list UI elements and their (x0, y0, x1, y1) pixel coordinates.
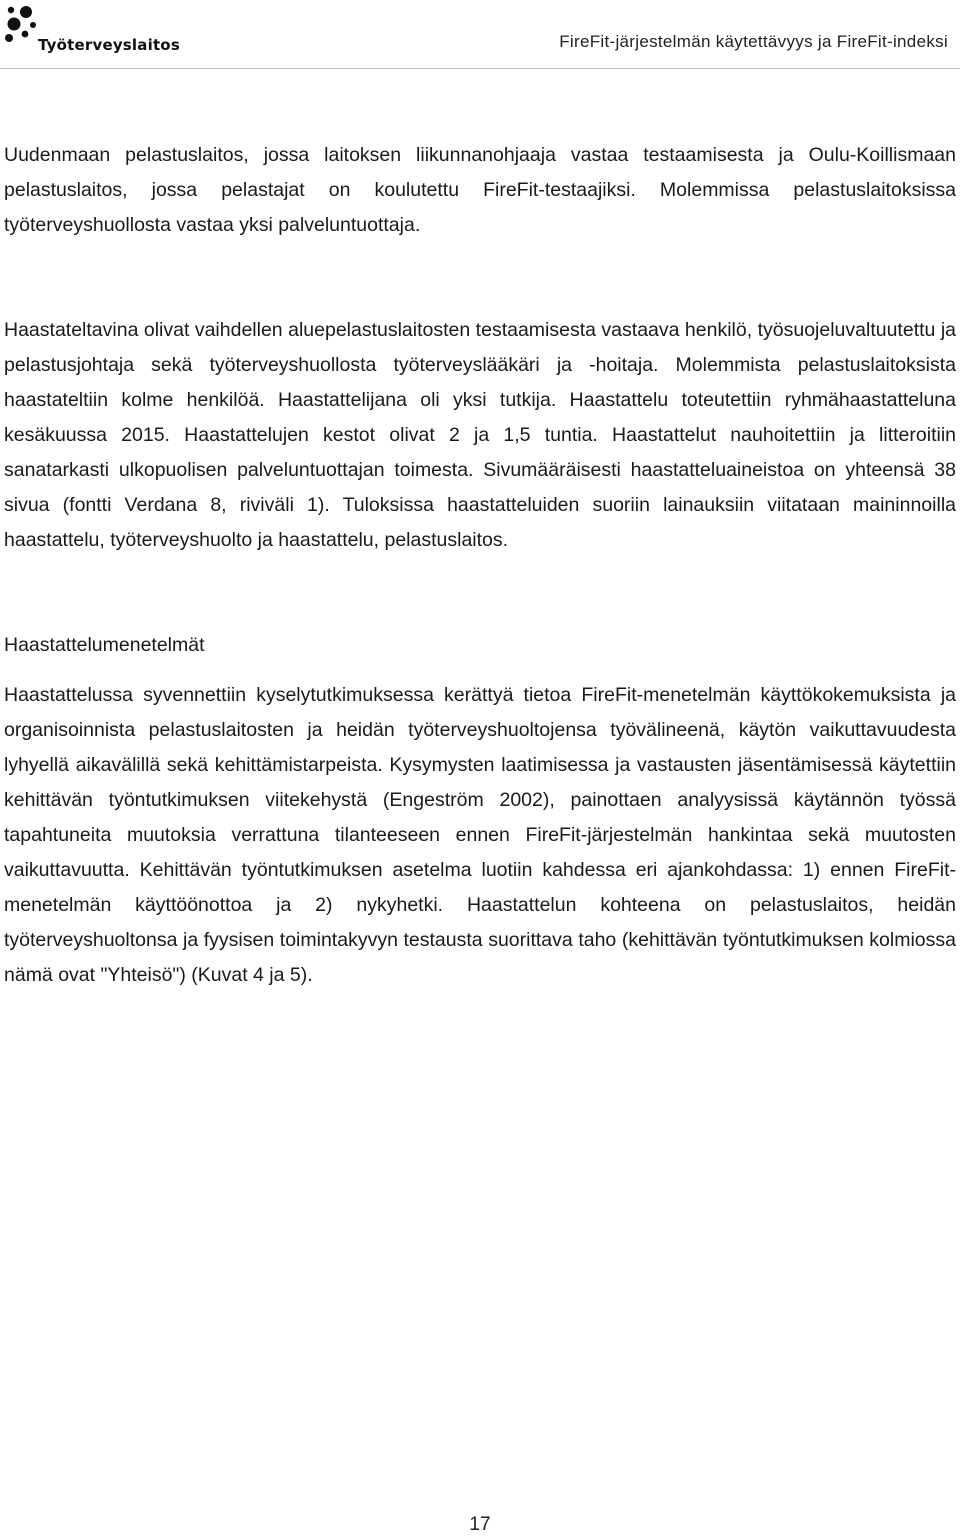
page-header (0, 0, 960, 68)
section-heading: Haastattelumenetelmät (4, 634, 205, 656)
document-title: FireFit-järjestelmän käytettävyys ja FireFit-indeksi (559, 32, 948, 51)
paragraph-3: Haastattelussa syvennettiin kyselytutkimuksessa kerättyä tietoa FireFit-menetelmän käyttökokemuksista ja organisoinnista pelastuslaitosten ja heidän työterveyshuoltojensa työvälineenä, käytön vaikuttavuudesta lyhyellä aikavälillä sekä kehittämistarpeista. Kysymysten laatimisessa ja vastausten jäsentämisessä käytettiin kehittävän työntutkimuksen viitekehystä (Engeström 2002), painottaen analyysissä käytännön työssä tapahtuneita muutoksia verrattuna tilanteeseen ennen FireFit-järjestelmän hankintaa sekä muutosten vaikuttavuutta. Kehittävän työntutkimuksen asetelma luotiin kahdessa eri ajankohdassa: 1) ennen FireFit-menetelmän käyttöönottoa ja 2) nykyhetki. Haastattelun kohteena on pelastuslaitos, heidän työterveyshuoltonsa ja fyysisen toimintakyvyn testausta suorittava taho (kehittävän työntutkimuksen kolmiossa nämä ovat "Yhteisö") (Kuvat 4 ja 5). (4, 684, 956, 986)
page-body (4, 138, 956, 993)
page-number: 17 (469, 1514, 491, 1535)
logo-text: Työterveyslaitos (38, 36, 180, 54)
tyoterveyslaitos-logo (4, 4, 180, 60)
header-divider (0, 68, 960, 69)
paragraph-1: Uudenmaan pelastuslaitos, jossa laitoksen liikunnanohjaaja vastaa testaamisesta ja Oulu-Koillismaan pelastuslaitos, jossa pelastajat on koulutettu FireFit-testaajiksi. Molemmissa pelastuslaitoksissa työterveyshuollosta vastaa yksi palveluntuottaja. (4, 144, 956, 236)
paragraph-2: Haastateltavina olivat vaihdellen aluepelastuslaitosten testaamisesta vastaava henkilö, työsuojeluvaltuutettu ja pelastusjohtaja sekä työterveyshuollosta työterveyslääkäri ja -hoitaja. Molemmista pelastuslaitoksista haastateltiin kolme henkilöä. Haastattelijana oli yksi tutkija. Haastattelu toteutettiin ryhmähaastatteluna kesäkuussa 2015. Haastattelujen kestot olivat 2 ja 1,5 tuntia. Haastattelut nauhoitettiin ja litteroitiin sanatarkasti ulkopuolisen palveluntuottajan toimesta. Sivumääräisesti haastatteluaineistoa on yhteensä 38 sivua (fontti Verdana 8, riviväli 1). Tuloksissa haastatteluiden suoriin lainauksiin viitataan maininnoilla haastattelu, työterveyshuolto ja haastattelu, pelastuslaitos. (4, 319, 956, 551)
